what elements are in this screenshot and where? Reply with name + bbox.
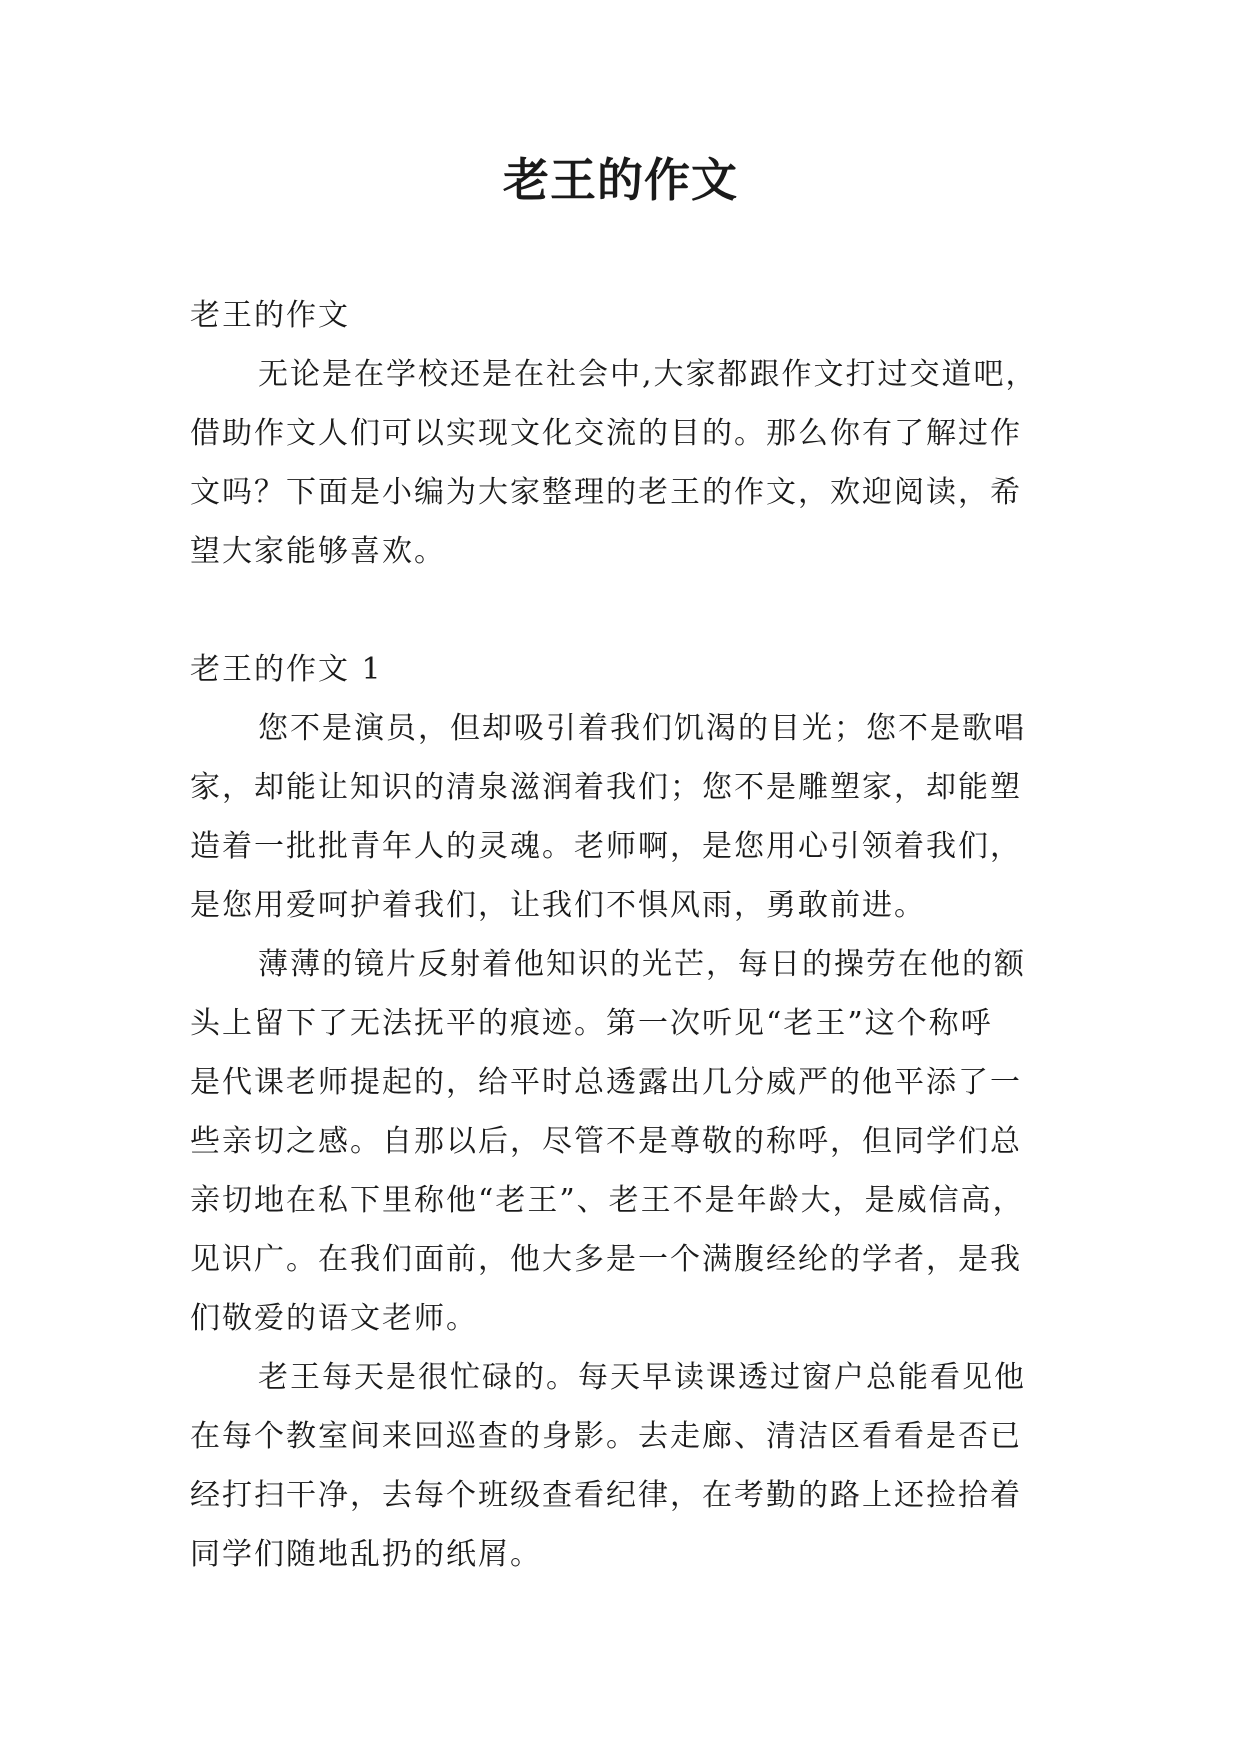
paragraph-line: 望大家能够喜欢。 [190,534,446,569]
paragraph-line: 您不是演员，但却吸引着我们饥渴的目光；您不是歌唱 [258,711,1026,746]
paragraph-line: 们敬爱的语文老师。 [190,1301,478,1336]
section-heading: 老王的作文 [190,298,350,333]
paragraph-line: 亲切地在私下里称他“老王”、老王不是年龄大，是威信高， [190,1183,1025,1218]
paragraph-line: 薄薄的镜片反射着他知识的光芒，每日的操劳在他的额 [258,947,1026,982]
paragraph-line: 家，却能让知识的清泉滋润着我们；您不是雕塑家，却能塑 [190,770,1022,805]
essay-paragraph-3 [190,1348,1060,1584]
essay-heading: 老王的作文 1 [190,652,383,687]
paragraph-line: 造着一批批青年人的灵魂。老师啊，是您用心引领着我们， [190,829,1022,864]
paragraph-line: 见识广。在我们面前，他大多是一个满腹经纶的学者，是我 [190,1242,1022,1277]
paragraph-line: 文吗？下面是小编为大家整理的老王的作文，欢迎阅读，希 [190,475,1022,510]
intro-paragraph [190,345,1060,581]
essay-paragraph-1 [190,699,1060,935]
paragraph-line: 借助作文人们可以实现文化交流的目的。那么你有了解过作 [190,416,1022,451]
paragraph-line: 无论是在学校还是在社会中,大家都跟作文打过交道吧， [258,357,1038,392]
essay-paragraph-2 [190,935,1060,1348]
paragraph-line: 头上留下了无法抚平的痕迹。第一次听见“老王”这个称呼 [190,1006,993,1041]
paragraph-line: 在每个教室间来回巡查的身影。去走廊、清洁区看看是否已 [190,1419,1022,1454]
paragraph-line: 是您用爱呵护着我们，让我们不惧风雨，勇敢前进。 [190,888,926,923]
paragraph-line: 同学们随地乱扔的纸屑。 [190,1537,542,1572]
paragraph-line: 是代课老师提起的，给平时总透露出几分威严的他平添了一 [190,1065,1022,1100]
paragraph-spacer [190,581,1060,640]
document-body [190,286,1060,1584]
paragraph-line: 老王每天是很忙碌的。每天早读课透过窗户总能看见他 [258,1360,1026,1395]
paragraph-line: 经打扫干净，去每个班级查看纪律，在考勤的路上还捡拾着 [190,1478,1022,1513]
paragraph-line: 些亲切之感。自那以后，尽管不是尊敬的称呼，但同学们总 [190,1124,1022,1159]
document-title: 老王的作文 [503,153,738,207]
